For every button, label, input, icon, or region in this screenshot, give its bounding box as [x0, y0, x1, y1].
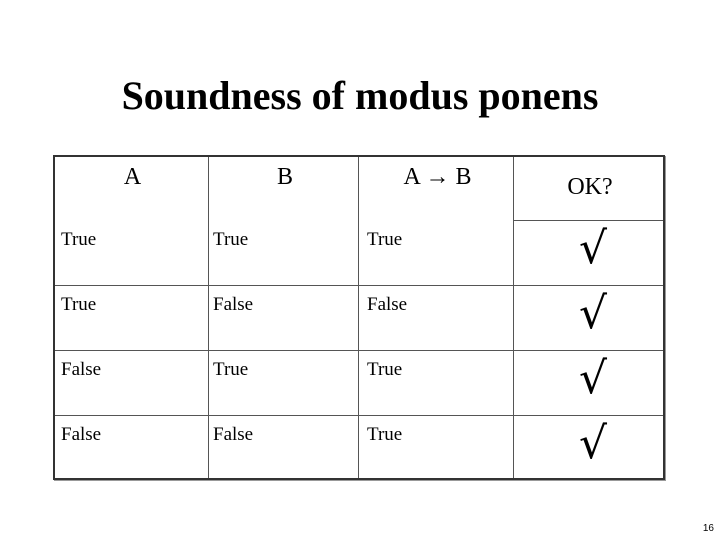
header-a: A	[123, 164, 142, 190]
cell-a: False	[61, 424, 102, 445]
page-number: 16	[702, 523, 714, 534]
cell-a: True	[61, 229, 97, 250]
cell-b: True	[213, 359, 249, 380]
cell-implication: True	[367, 229, 403, 250]
cell-implication: True	[367, 359, 403, 380]
checkmark-icon: √	[579, 418, 608, 469]
cell-b: False	[213, 424, 254, 445]
slide-title: Soundness of modus ponens	[121, 73, 599, 118]
checkmark-icon: √	[579, 353, 608, 404]
header-b: B	[276, 164, 293, 190]
cell-b: True	[213, 229, 249, 250]
cell-implication: True	[367, 424, 403, 445]
cell-a: True	[61, 294, 97, 315]
checkmark-icon: √	[579, 223, 608, 274]
row-divider	[513, 220, 663, 221]
row-divider	[55, 285, 663, 286]
truth-table	[53, 155, 665, 480]
cell-b: False	[213, 294, 254, 315]
header-implication: A → B	[403, 164, 472, 190]
cell-implication: False	[367, 294, 408, 315]
row-divider	[55, 350, 663, 351]
row-divider	[55, 415, 663, 416]
checkmark-icon: √	[579, 288, 608, 339]
cell-a: False	[61, 359, 102, 380]
header-ok: OK?	[567, 174, 613, 200]
